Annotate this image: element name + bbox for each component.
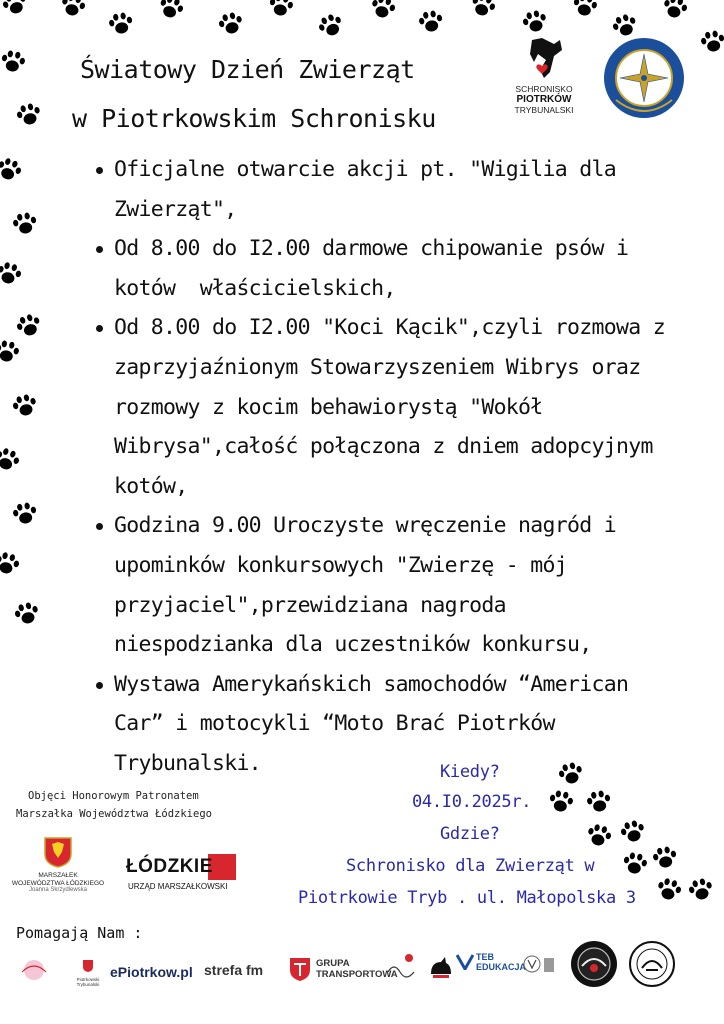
lodzkie-brand-text: ŁÓDZKIE [126,856,213,877]
sponsor-logo-1 [14,956,54,984]
emblem-icon [518,950,558,980]
event-line: Oficjalne otwarcie akcji pt. "Wigilia dla [114,157,617,182]
sponsor-script-icon [386,952,416,982]
event-item [96,229,696,308]
event-item [96,150,696,229]
event-line: Trybunalski. [114,750,261,776]
paw-print-icon [10,500,40,528]
sponsor-logo-club [628,940,676,988]
paw-print-icon [11,599,42,629]
transport-shield-icon [288,956,312,982]
event-list [96,150,696,784]
sponsor-grupa-transportowa [288,954,398,984]
city-crest-icon [82,959,94,973]
sponsor-teb [456,952,527,980]
compass-star-seal-icon [602,36,686,120]
paw-print-icon [13,310,46,341]
event-item [96,506,696,664]
paw-print-icon [13,100,44,130]
event-item [96,665,696,784]
paw-print-icon [685,875,716,905]
event-line: Zwierząt", [114,196,237,222]
patronage-line2: Marszałka Województwa Łódzkiego [16,808,212,820]
event-line: niespodzianka dla uczestników konkursu, [114,632,592,658]
sponsor-epiotrkow: ePiotrkow.pl [110,964,193,980]
event-line: Wibrysa",całość połączona z dniem adopcyjnym [114,434,653,460]
paw-print-icon [584,788,614,816]
paw-print-icon [10,210,40,238]
paw-print-icon [266,0,296,20]
event-line: przyjaciel",przewidziana nagroda [114,592,506,618]
marshal-logo-line1: MARSZAŁEK [38,872,78,879]
paw-print-icon [620,850,650,878]
dog-cat-silhouette-icon [524,36,564,80]
paw-print-icon [519,7,550,37]
shelter-logo-line3: TRYBUNALSKI [514,105,574,115]
paw-print-icon [0,48,28,76]
event-line: Od 8.00 do I2.00 darmowe chipowanie psów i [114,236,629,262]
paw-print-icon [367,0,398,23]
paw-print-icon [0,444,23,475]
sponsor-grupa-text: GRUPA TRANSPORTOWA [316,958,398,980]
sponsor-strefa-fm: strefa fm [204,962,264,978]
event-line: Wystawa Amerykańskich samochodów “American [114,671,629,697]
paw-print-icon [57,0,88,21]
paw-print-icon [617,817,648,847]
venue-line2: Piotrkowie Tryb . ul. Małopolska 3 [298,888,636,908]
lodzkie-subtitle: URZĄD MARSZAŁKOWSKI [128,882,228,891]
sponsor-logo-moto [570,940,618,988]
event-line: Godzina 9.00 Uroczyste wręczenie nagród i [114,513,617,539]
marshal-logo-line2: WOJEWÓDZTWA ŁÓDZKIEGO [11,879,105,887]
paw-print-icon [215,9,246,39]
society-seal-logo [602,36,686,120]
paw-print-icon [155,0,188,24]
event-line: kotów właścicielskich, [114,275,396,301]
event-line: upominków konkursowych "Zwierzę - mój [114,552,568,578]
where-label: Gdzie? [440,824,500,844]
shelter-logo [504,36,584,126]
moto-club-badge-icon [570,940,618,988]
paw-print-icon [0,259,25,289]
coat-of-arms-icon [43,836,73,868]
patronage-line1: Objęci Honorowym Patronatem [28,790,199,802]
paw-print-icon [0,154,25,185]
club-badge-icon [628,940,676,988]
shelter-logo-line1: SCHRONISKO [515,84,573,94]
sponsor-flower-icon [14,956,54,984]
sponsor-logo-piotrkow [70,958,106,986]
sponsor-logo-emblem [518,950,558,980]
paw-print-icon [9,391,40,421]
event-line: rozmowy z kocim behawiorystą "Wokół [114,394,543,420]
page-title: Światowy Dzień Zwierząt [80,55,415,84]
event-date: 04.I0.2025r. [412,792,532,812]
paw-print-icon [0,0,31,20]
event-line: kotów, [114,473,188,499]
paw-print-icon [106,10,136,38]
cat-icon [428,954,454,980]
sponsor-logo-cat [428,954,454,980]
paw-print-icon [467,0,500,22]
teb-v-icon [456,954,474,970]
paw-print-icon [416,8,446,36]
marshal-logo [10,836,106,906]
paw-print-icon [546,788,576,816]
sponsor-piotrkow-text: Piotrkowski Trybunalski [76,977,100,987]
shelter-logo-line2: PIOTRKÓW [516,94,572,105]
paw-print-icon [659,0,690,23]
paw-print-icon [570,0,600,20]
sponsor-logo-script [386,952,416,982]
sponsor-teb-text: TEB EDUKACJA [476,952,527,972]
paw-print-icon [650,844,680,872]
sponsors-label: Pomagają Nam : [16,924,143,942]
paw-print-icon [314,10,348,43]
paw-print-icon [698,28,724,56]
page-subtitle: w Piotrkowskim Schronisku [72,104,436,133]
paw-print-icon [0,549,23,579]
venue-line1: Schronisko dla Zwierząt w [346,856,595,876]
paw-print-icon [0,338,22,366]
marshal-name: Joanna Skrzydlewska [28,887,88,893]
event-line: Car” i motocykli “Moto Brać Piotrków [114,711,555,737]
lodzkie-logo [124,852,240,896]
event-item [96,308,696,506]
event-line: zaprzyjaźnionym Stowarzyszeniem Wibrys oraz [114,354,641,380]
event-line: Od 8.00 do I2.00 "Koci Kącik",czyli rozmowa z [114,315,665,341]
when-label: Kiedy? [440,762,500,782]
paw-print-icon [653,875,684,905]
paw-print-icon [583,821,614,851]
